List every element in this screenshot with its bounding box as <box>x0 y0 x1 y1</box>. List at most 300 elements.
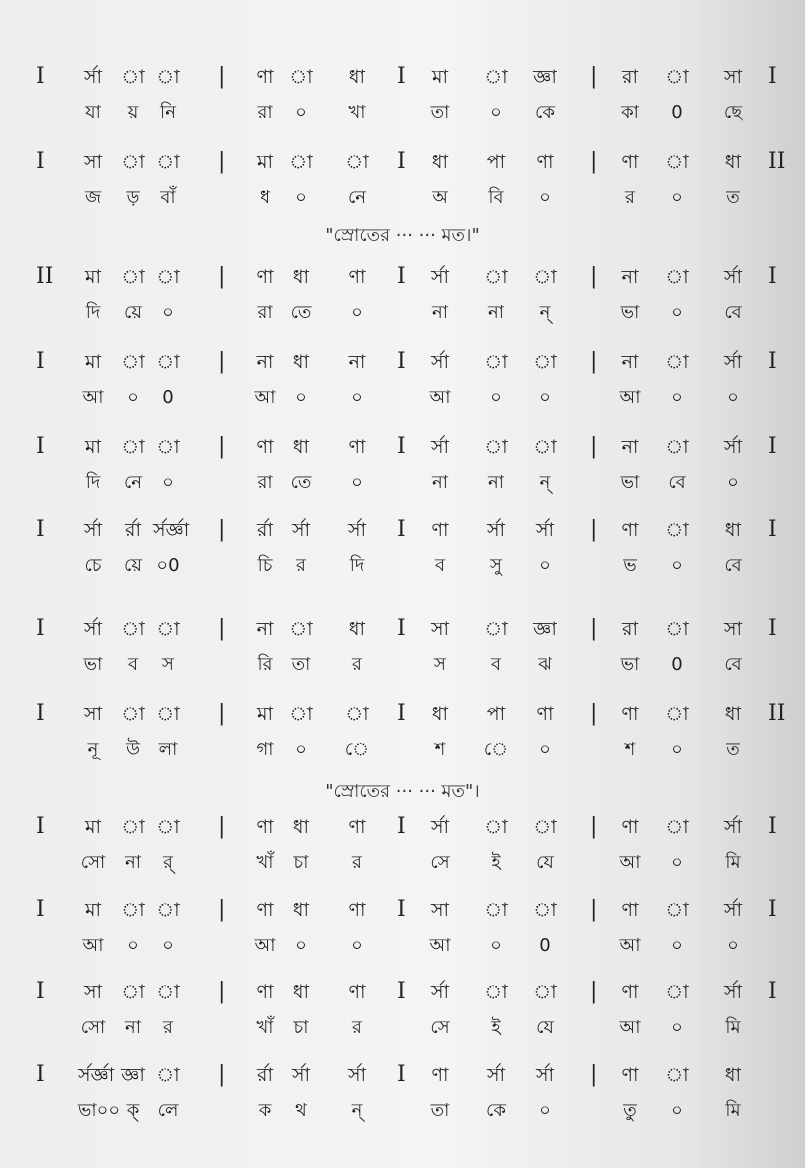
beat-barline: | <box>590 979 598 1004</box>
swara-note: ধা <box>724 151 742 173</box>
lyric-syllable: ০ <box>490 102 502 123</box>
swara-note: া <box>484 981 508 1003</box>
beat-barline: I <box>397 979 406 1004</box>
swara-note: সা <box>430 618 450 640</box>
lyric-syllable: লা <box>158 739 178 760</box>
swara-note: া <box>156 266 180 288</box>
lyric-syllable: যে <box>536 1017 554 1038</box>
lyric-row <box>0 733 805 767</box>
lyric-syllable: ০ <box>127 935 139 956</box>
swara-note: া <box>665 151 689 173</box>
beat-barline: | <box>590 616 598 641</box>
lyric-syllable: সে <box>430 852 450 873</box>
swara-note: ণা <box>256 981 274 1003</box>
start-barline: I <box>36 897 45 922</box>
notation-block <box>0 430 805 500</box>
swara-note: ণা <box>348 266 366 288</box>
swara-note: জ্ঞা <box>533 618 557 640</box>
beat-barline: | <box>590 701 598 726</box>
swara-note: র্সা <box>430 981 450 1003</box>
lyric-syllable: র <box>352 1017 362 1038</box>
lyric-syllable: র <box>296 555 306 576</box>
lyric-syllable: মি <box>725 852 741 873</box>
lyric-syllable: না <box>125 852 141 873</box>
lyric-syllable: ত <box>726 187 740 208</box>
swara-note: ধা <box>431 151 449 173</box>
beat-barline: I <box>397 1062 406 1087</box>
swara-note: র্সর্জ্ঞা <box>78 1064 115 1086</box>
swara-note: া <box>121 981 145 1003</box>
lyric-row <box>0 846 805 880</box>
lyric-syllable: 0 <box>671 654 683 675</box>
swara-note: ণা <box>348 899 366 921</box>
swara-row <box>0 975 805 1009</box>
end-barline: I <box>768 349 777 374</box>
lyric-syllable: আ <box>619 935 641 956</box>
swara-note: সা <box>83 703 103 725</box>
swara-note: র্সর্জ্ঞা <box>153 519 190 541</box>
beat-barline: | <box>590 149 598 174</box>
swara-note: র্সা <box>723 266 743 288</box>
start-barline: I <box>36 149 45 174</box>
beat-barline: | <box>218 149 226 174</box>
swara-note: ণা <box>536 151 554 173</box>
swara-note: না <box>348 351 366 373</box>
lyric-syllable: ০ <box>539 555 551 576</box>
end-barline: II <box>768 701 786 726</box>
lyric-syllable: ক <box>258 1100 272 1121</box>
swara-note: র্সা <box>83 618 103 640</box>
swara-note: না <box>256 351 274 373</box>
lyric-syllable: র <box>625 187 635 208</box>
lyric-syllable: আ <box>619 1017 641 1038</box>
lyric-syllable: কে <box>486 1100 506 1121</box>
swara-note: ণা <box>348 436 366 458</box>
lyric-syllable: ০ <box>490 935 502 956</box>
swara-note: া <box>156 981 180 1003</box>
lyric-syllable: না <box>488 302 504 323</box>
notation-block <box>0 810 805 880</box>
lyric-row <box>0 1094 805 1128</box>
swara-note: া <box>121 151 145 173</box>
lyric-syllable: তে <box>290 302 312 323</box>
lyric-syllable: আ <box>254 387 276 408</box>
swara-note: র্সা <box>486 1064 506 1086</box>
lyric-syllable: মি <box>725 1017 741 1038</box>
lyric-syllable: ০ <box>351 302 363 323</box>
lyric-syllable: ০ <box>671 302 683 323</box>
beat-barline: I <box>397 814 406 839</box>
swara-note: া <box>289 618 313 640</box>
lyric-row <box>0 181 805 215</box>
beat-barline: | <box>590 897 598 922</box>
lyric-syllable: র <box>163 1017 173 1038</box>
end-barline: I <box>768 64 777 89</box>
swara-note: া <box>665 1064 689 1086</box>
lyric-syllable: থ <box>295 1100 307 1121</box>
start-barline: I <box>36 701 45 726</box>
swara-note: া <box>156 899 180 921</box>
lyric-syllable: আ <box>619 387 641 408</box>
swara-note: মা <box>84 899 102 921</box>
swara-note: ণা <box>621 1064 639 1086</box>
notation-block <box>0 612 805 682</box>
notation-block <box>0 345 805 415</box>
lyric-syllable: স <box>434 654 446 675</box>
lyric-syllable: ে <box>344 739 370 760</box>
lyric-syllable: ব <box>127 654 139 675</box>
lyric-row <box>0 1011 805 1045</box>
lyric-syllable: ব <box>490 654 502 675</box>
lyric-syllable: ০ <box>295 387 307 408</box>
lyric-row <box>0 648 805 682</box>
swara-note: া <box>533 981 557 1003</box>
swara-note: সা <box>723 618 743 640</box>
lyric-syllable: তা <box>430 1100 450 1121</box>
lyric-syllable: ০ <box>727 935 739 956</box>
lyric-syllable: খা <box>348 102 366 123</box>
lyric-syllable: য় <box>127 102 139 123</box>
swara-note: ণা <box>621 151 639 173</box>
lyric-syllable: ০ <box>671 935 683 956</box>
lyric-syllable: না <box>125 1017 141 1038</box>
swara-note: া <box>533 351 557 373</box>
lyric-syllable: ০ <box>162 302 174 323</box>
lyric-syllable: 0 <box>162 387 174 408</box>
lyric-syllable: ০ <box>351 387 363 408</box>
swara-note: ধা <box>724 1064 742 1086</box>
swara-note: া <box>156 1064 180 1086</box>
swara-note: মা <box>256 703 274 725</box>
beat-barline: | <box>590 814 598 839</box>
lyric-syllable: ত <box>726 739 740 760</box>
swara-note: র্সা <box>486 519 506 541</box>
end-barline: I <box>768 616 777 641</box>
lyric-syllable: ে <box>483 739 509 760</box>
lyric-syllable: ব <box>434 555 446 576</box>
lyric-syllable: ০ <box>671 739 683 760</box>
swara-note: ধা <box>292 899 310 921</box>
swara-note: ণা <box>621 899 639 921</box>
swara-note: া <box>121 703 145 725</box>
notation-block <box>0 60 805 130</box>
swara-note: ধা <box>348 618 366 640</box>
beat-barline: I <box>397 149 406 174</box>
swara-note: রা <box>622 618 638 640</box>
beat-barline: | <box>218 1062 226 1087</box>
lyric-syllable: ন্ <box>539 302 551 323</box>
swara-row <box>0 60 805 94</box>
lyric-syllable: কে <box>535 102 555 123</box>
swara-row <box>0 145 805 179</box>
swara-note: া <box>665 703 689 725</box>
lyric-syllable: য়ে <box>124 302 142 323</box>
beat-barline: I <box>397 264 406 289</box>
beat-barline: | <box>218 701 226 726</box>
end-barline: I <box>768 814 777 839</box>
start-barline: I <box>36 64 45 89</box>
lyric-syllable: দি <box>349 555 365 576</box>
swara-note: ধা <box>724 519 742 541</box>
lyric-syllable: রা <box>257 102 273 123</box>
notation-block <box>0 893 805 963</box>
lyric-syllable: সো <box>80 1017 106 1038</box>
swara-note: ধা <box>292 266 310 288</box>
beat-barline: I <box>397 349 406 374</box>
swara-note: া <box>484 351 508 373</box>
swara-note: র্সা <box>723 899 743 921</box>
lyric-syllable: শ <box>434 739 446 760</box>
swara-note: র্সা <box>535 519 555 541</box>
beat-barline: | <box>218 897 226 922</box>
lyric-syllable: ০ <box>162 935 174 956</box>
lyric-syllable: ঝ <box>538 654 552 675</box>
beat-barline: | <box>590 517 598 542</box>
beat-barline: | <box>590 64 598 89</box>
swara-note: া <box>289 703 313 725</box>
lyric-syllable: ন্ <box>351 1100 363 1121</box>
lyric-syllable: দি <box>85 302 101 323</box>
lyric-syllable: ০0 <box>156 555 180 576</box>
beat-barline: | <box>218 349 226 374</box>
swara-note: মা <box>256 151 274 173</box>
swara-note: সা <box>83 981 103 1003</box>
swara-note: না <box>621 266 639 288</box>
lyric-syllable: বে <box>724 654 742 675</box>
swara-row <box>0 430 805 464</box>
lyric-syllable: র <box>352 654 362 675</box>
swara-note: র্সা <box>347 1064 367 1086</box>
beat-barline: | <box>590 1062 598 1087</box>
swara-note: া <box>156 816 180 838</box>
swara-note: ণা <box>621 816 639 838</box>
lyric-syllable: না <box>432 472 448 493</box>
swara-note: ধা <box>724 703 742 725</box>
lyric-syllable: 0 <box>539 935 551 956</box>
lyric-syllable: আ <box>619 852 641 873</box>
lyric-syllable: ধ <box>259 187 271 208</box>
swara-note: মা <box>84 266 102 288</box>
beat-barline: I <box>397 64 406 89</box>
lyric-syllable: সু <box>490 555 502 576</box>
swara-note: পা <box>486 703 506 725</box>
start-barline: I <box>36 616 45 641</box>
swara-row <box>0 697 805 731</box>
refrain-note: "স্রোতের ··· ··· মত।" <box>325 225 480 246</box>
beat-barline: | <box>218 814 226 839</box>
lyric-syllable: ই <box>491 1017 501 1038</box>
start-barline: I <box>36 349 45 374</box>
lyric-syllable: ০ <box>127 387 139 408</box>
swara-note: া <box>484 436 508 458</box>
swara-row <box>0 513 805 547</box>
swara-note: া <box>121 618 145 640</box>
swara-note: র্সা <box>430 816 450 838</box>
swara-note: র্রা <box>257 1064 273 1086</box>
lyric-syllable: বে <box>724 555 742 576</box>
swara-note: া <box>345 151 369 173</box>
swara-note: া <box>156 66 180 88</box>
swara-note: রা <box>622 66 638 88</box>
swara-row <box>0 345 805 379</box>
swara-note: া <box>121 816 145 838</box>
lyric-syllable: খাঁ <box>256 1017 274 1038</box>
swara-note: া <box>665 519 689 541</box>
beat-barline: | <box>590 349 598 374</box>
swara-note: ণা <box>431 519 449 541</box>
lyric-syllable: ভা <box>83 654 103 675</box>
lyric-syllable: সে <box>430 1017 450 1038</box>
lyric-syllable: সো <box>80 852 106 873</box>
swara-note: া <box>484 66 508 88</box>
lyric-syllable: ০ <box>671 187 683 208</box>
lyric-syllable: ০ <box>539 1100 551 1121</box>
swara-note: া <box>533 436 557 458</box>
swara-note: র্রা <box>257 519 273 541</box>
lyric-syllable: রা <box>257 472 273 493</box>
lyric-syllable: মি <box>725 1100 741 1121</box>
swara-note: মা <box>84 436 102 458</box>
swara-note: ণা <box>348 981 366 1003</box>
swara-note: না <box>256 618 274 640</box>
swara-note: সা <box>83 151 103 173</box>
lyric-syllable: ই <box>491 852 501 873</box>
lyric-syllable: ০ <box>351 472 363 493</box>
swara-note: া <box>156 151 180 173</box>
lyric-syllable: গা <box>256 739 274 760</box>
swara-note: র্সা <box>83 519 103 541</box>
lyric-syllable: শ <box>624 739 636 760</box>
swara-note: ণা <box>256 66 274 88</box>
lyric-syllable: ক্ <box>126 1100 140 1121</box>
lyric-syllable: ০ <box>727 472 739 493</box>
notation-block <box>0 975 805 1045</box>
swara-note: র্সা <box>291 519 311 541</box>
lyric-row <box>0 96 805 130</box>
swara-note: ধা <box>292 981 310 1003</box>
swara-note: সা <box>723 66 743 88</box>
swara-note: া <box>665 981 689 1003</box>
lyric-row <box>0 466 805 500</box>
swara-note: র্সা <box>83 66 103 88</box>
lyric-syllable: 0 <box>671 102 683 123</box>
lyric-syllable: ০ <box>539 387 551 408</box>
swara-note: র্সা <box>430 351 450 373</box>
swara-note: ণা <box>621 981 639 1003</box>
beat-barline: I <box>397 517 406 542</box>
lyric-syllable: চা <box>293 1017 309 1038</box>
swara-note: া <box>484 266 508 288</box>
lyric-syllable: ০ <box>295 102 307 123</box>
lyric-syllable: নূ <box>87 739 99 760</box>
swara-note: ধা <box>348 66 366 88</box>
swara-note: া <box>484 618 508 640</box>
lyric-syllable: ০ <box>295 187 307 208</box>
lyric-syllable: ভা <box>620 302 640 323</box>
notation-block <box>0 145 805 215</box>
swara-note: র্সা <box>723 436 743 458</box>
swara-row <box>0 1058 805 1092</box>
lyric-syllable: নে <box>347 187 367 208</box>
swara-note: া <box>289 151 313 173</box>
lyric-syllable: অ <box>432 187 448 208</box>
swara-row <box>0 810 805 844</box>
lyric-syllable: রা <box>257 302 273 323</box>
lyric-syllable: স <box>162 654 174 675</box>
swara-note: জ্ঞা <box>121 1064 145 1086</box>
swara-note: া <box>533 899 557 921</box>
swara-note: ণা <box>256 816 274 838</box>
beat-barline: I <box>397 897 406 922</box>
swara-note: া <box>345 703 369 725</box>
swara-note: র্সা <box>430 436 450 458</box>
lyric-syllable: যে <box>536 852 554 873</box>
lyric-syllable: বি <box>488 187 504 208</box>
swara-note: ণা <box>431 1064 449 1086</box>
swara-note: র্সা <box>291 1064 311 1086</box>
start-barline: II <box>36 264 54 289</box>
lyric-syllable: ০ <box>671 387 683 408</box>
swara-note: পা <box>486 151 506 173</box>
beat-barline: | <box>218 64 226 89</box>
end-barline: I <box>768 897 777 922</box>
swara-note: র্সা <box>347 519 367 541</box>
lyric-syllable: তা <box>291 654 311 675</box>
notation-block <box>0 513 805 583</box>
swara-note: া <box>156 351 180 373</box>
lyric-syllable: ০ <box>671 852 683 873</box>
swara-note: া <box>121 266 145 288</box>
swara-note: া <box>665 66 689 88</box>
swara-note: া <box>484 816 508 838</box>
swara-note: ধা <box>292 436 310 458</box>
lyric-syllable: র্ <box>163 852 173 873</box>
swara-note: ণা <box>536 703 554 725</box>
lyric-row <box>0 929 805 963</box>
swara-row <box>0 260 805 294</box>
swara-note: া <box>156 703 180 725</box>
start-barline: I <box>36 979 45 1004</box>
lyric-syllable: ভা <box>620 472 640 493</box>
swara-note: র্সা <box>723 981 743 1003</box>
beat-barline: I <box>397 616 406 641</box>
lyric-syllable: বে <box>724 302 742 323</box>
swara-note: া <box>665 618 689 640</box>
lyric-syllable: ভা <box>620 654 640 675</box>
lyric-syllable: ০ <box>539 739 551 760</box>
swara-note: র্সা <box>535 1064 555 1086</box>
lyric-syllable: ছে <box>723 102 743 123</box>
lyric-syllable: চা <box>293 852 309 873</box>
lyric-syllable: আ <box>82 935 104 956</box>
lyric-syllable: ০ <box>671 555 683 576</box>
lyric-syllable: আ <box>429 935 451 956</box>
lyric-syllable: তু <box>623 1100 637 1121</box>
swara-note: মা <box>431 66 449 88</box>
end-barline: I <box>768 434 777 459</box>
lyric-syllable: তা <box>430 102 450 123</box>
swara-note: ণা <box>256 266 274 288</box>
lyric-syllable: ০ <box>671 1100 683 1121</box>
swara-note: া <box>121 899 145 921</box>
lyric-syllable: ০ <box>490 387 502 408</box>
swara-note: ধা <box>292 351 310 373</box>
lyric-syllable: খাঁ <box>256 852 274 873</box>
swara-note: া <box>121 66 145 88</box>
lyric-syllable: ০ <box>351 935 363 956</box>
swara-note: জ্ঞা <box>533 66 557 88</box>
swara-note: া <box>121 351 145 373</box>
